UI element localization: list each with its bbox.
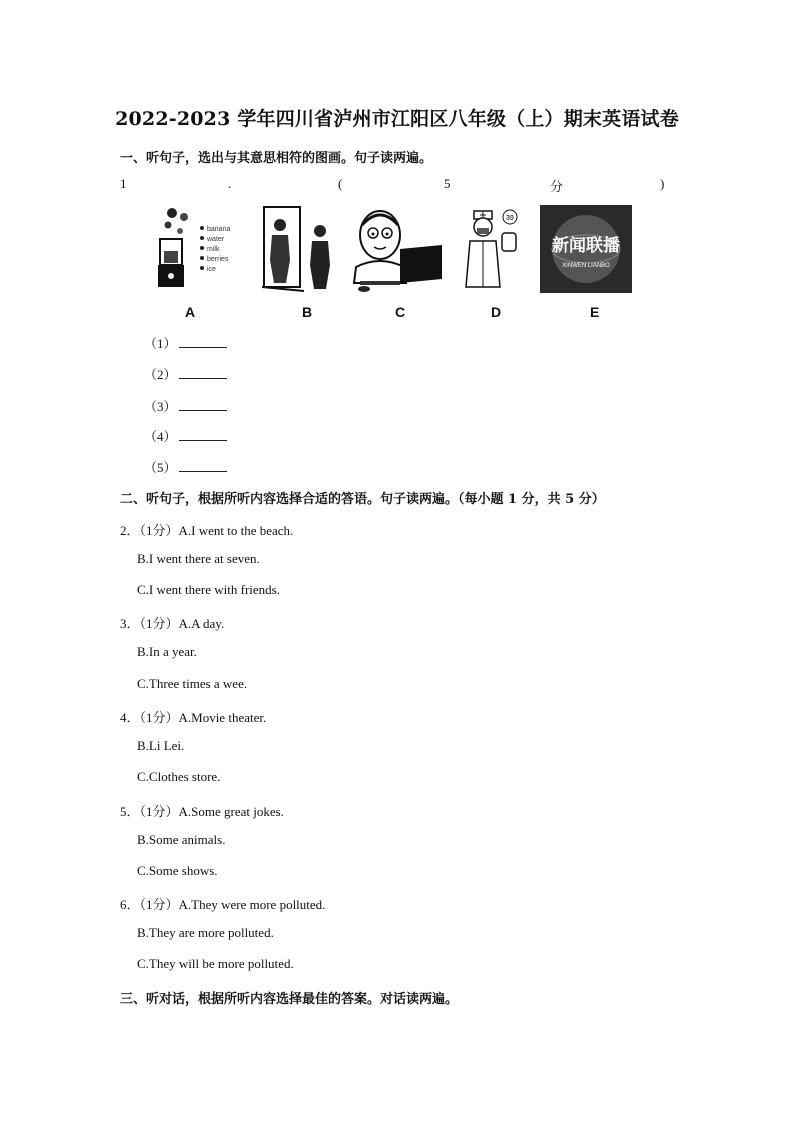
q1-paren-open: ( (338, 176, 343, 191)
page-title: 2022-2023 学年四川省泸州市江阳区八年级（上）期末英语试卷 (115, 108, 679, 130)
blank-line[interactable] (179, 399, 227, 411)
answer-blank-1[interactable] (144, 333, 227, 352)
news-logo-subtext: XINWEN LIANBO (562, 263, 610, 269)
picture-d-doctor (460, 205, 540, 297)
letter-b: B (302, 304, 313, 320)
question-5-option-c[interactable]: C.Some shows. (137, 863, 218, 878)
answer-blank-2[interactable] (144, 364, 227, 383)
list-item-4: ice (207, 266, 216, 273)
picture-c-laptop (350, 205, 450, 297)
blank-label: （3） (144, 399, 177, 414)
question-4-option-c[interactable]: C.Clothes store. (137, 769, 221, 784)
section2-heading: 二、听句子，根据所听内容选择合适的答语。句子读两遍。（每小题 1 分，共 5 分） (120, 492, 605, 507)
answer-blank-4[interactable] (144, 426, 227, 445)
question-2-stem: 2．（1分）A.I went to the beach. (120, 523, 294, 538)
question-4-stem: 4．（1分）A.Movie theater. (120, 710, 267, 725)
list-item-0: banana (207, 226, 231, 233)
blank-line[interactable] (179, 367, 227, 379)
picture-b-mirror (260, 205, 340, 297)
letter-d: D (491, 304, 502, 320)
blank-label: （1） (144, 336, 177, 351)
picture-e-news-logo (540, 205, 632, 297)
question-1-header (118, 176, 670, 196)
blank-line[interactable] (179, 460, 227, 472)
letter-e: E (590, 304, 600, 320)
section1-heading: 一、听句子，选出与其意思相符的图画。句子读两遍。 (120, 151, 433, 166)
section3-heading: 三、听对话，根据所听内容选择最佳的答案。对话读两遍。 (120, 992, 459, 1007)
blank-label: （4） (144, 429, 177, 444)
question-6-option-c[interactable]: C.They will be more polluted. (137, 956, 294, 971)
letter-a: A (185, 304, 196, 320)
picture-a-blender (150, 205, 245, 297)
svg-text:39: 39 (506, 215, 514, 222)
question-4-option-b[interactable]: B.Li Lei. (137, 738, 185, 753)
question-2-option-c[interactable]: C.I went there with friends. (137, 582, 280, 597)
question-5-stem: 5．（1分）A.Some great jokes. (120, 804, 284, 819)
q1-score: 5 (444, 176, 451, 191)
q1-paren-close: ) (660, 176, 665, 191)
list-item-3: berries (207, 256, 229, 263)
q1-score-unit: 分 (550, 179, 564, 194)
picture-options (150, 205, 640, 300)
question-3-stem: 3．（1分）A.A day. (120, 616, 225, 631)
answer-blank-5[interactable] (144, 457, 227, 476)
q1-dot: . (228, 176, 232, 191)
q1-number: 1 (120, 176, 127, 191)
blank-label: （5） (144, 460, 177, 475)
picture-letter-row (0, 304, 794, 324)
letter-c: C (395, 304, 406, 320)
list-item-2: milk (207, 246, 220, 253)
blank-line[interactable] (179, 336, 227, 348)
question-3-option-c[interactable]: C.Three times a wee. (137, 676, 248, 691)
question-3-option-b[interactable]: B.In a year. (137, 644, 197, 659)
question-6-stem: 6．（1分）A.They were more polluted. (120, 897, 326, 912)
answer-blank-3[interactable] (144, 396, 227, 415)
list-item-1: water (207, 236, 225, 243)
blank-label: （2） (144, 367, 177, 382)
news-logo-text: 新闻联播 (552, 236, 620, 256)
question-6-option-b[interactable]: B.They are more polluted. (137, 925, 274, 940)
blank-line[interactable] (179, 429, 227, 441)
question-2-option-b[interactable]: B.I went there at seven. (137, 551, 260, 566)
question-5-option-b[interactable]: B.Some animals. (137, 832, 226, 847)
